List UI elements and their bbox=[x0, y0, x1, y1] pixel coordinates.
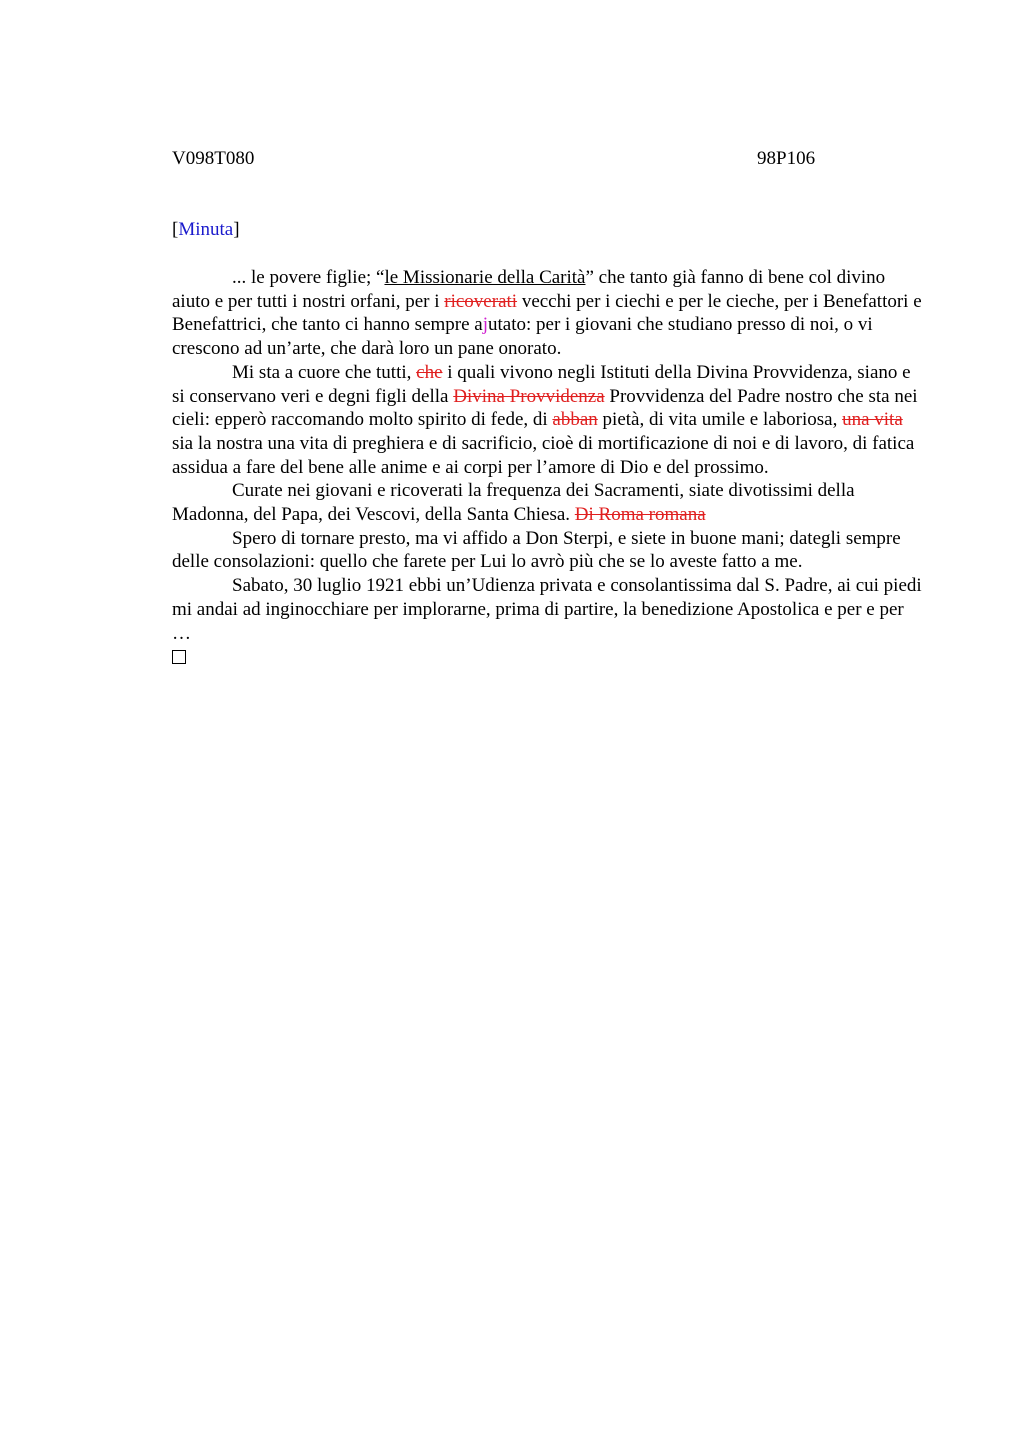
p1-text-3: vecchi per i ciechi e per le cieche, per i Benefattori e Benefattrici, che tanto ci hanno sempre a bbox=[172, 290, 922, 336]
p4-text-1: Spero di tornare presto, ma vi affido a Don Sterpi, e siete in buone mani; dategli sempre delle consolazioni: quello che farete per Lui lo avrò più che se lo aveste fatto a me. bbox=[172, 527, 901, 573]
p1-text-4: utato: per i giovani che studiano presso di noi, o vi crescono ad un’arte, che darà loro un pane onorato. bbox=[172, 314, 873, 360]
document-header bbox=[172, 147, 932, 171]
minuta-open-bracket: [ bbox=[172, 219, 179, 240]
p2-deletion-2: Divina Provvidenza bbox=[453, 385, 605, 407]
minuta-text: Minuta bbox=[178, 219, 234, 240]
paragraph-3 bbox=[172, 479, 924, 526]
p3-text-1: Curate nei giovani e ricoverati la frequenza dei Sacramenti, siate divotissimi della Madonna, del Papa, dei Vescovi, della Santa Chiesa. bbox=[172, 480, 855, 526]
p2-text-2: i quali vivono negli Istituti della Divina Provvidenza, siano e si conservano veri e degni figli della bbox=[172, 361, 911, 407]
p1-deletion-1: ricoverati bbox=[444, 290, 518, 312]
p2-text-5: sia la nostra una vita di preghiera e di sacrificio, cioè di mortificazione di noi e di lavoro, di fatica assidua a fare del bene alle anime e ai corpi per l’amore di Dio e del prossimo. bbox=[172, 432, 915, 478]
p2-text-4: pietà, di vita umile e laboriosa, bbox=[597, 409, 843, 431]
paragraph-5 bbox=[172, 574, 924, 645]
p2-text-3: Provvidenza del Padre nostro che sta nei cieli: epperò raccomando molto spirito di fede, di bbox=[172, 385, 918, 431]
p2-deletion-1: che bbox=[416, 361, 443, 383]
minuta-close-bracket: ] bbox=[233, 219, 240, 240]
p2-text-1: Mi sta a cuore che tutti, bbox=[232, 361, 417, 383]
document-code-left: V098T080 bbox=[172, 148, 255, 169]
p2-deletion-4: una vita bbox=[842, 409, 903, 431]
letter-body bbox=[172, 266, 924, 671]
p3-deletion-1: Di Roma romana bbox=[574, 504, 706, 526]
p1-text-1: ... le povere figlie; “ bbox=[232, 267, 385, 288]
p5-text-1: Sabato, 30 luglio 1921 ebbi un’Udienza privata e consolantissima dal S. Padre, ai cui piedi mi andai ad inginocchiare per implorarne, prima di partire, la benedizione Apostolica e per e per … bbox=[172, 575, 922, 644]
minuta-label bbox=[172, 218, 240, 242]
document-code-right: 98P106 bbox=[757, 148, 816, 169]
end-of-text-box-icon bbox=[172, 645, 924, 671]
p1-insertion-1: j bbox=[482, 314, 489, 336]
p1-text-2: ” che tanto già fanno di bene col divino aiuto e per tutti i nostri orfani, per i bbox=[172, 267, 886, 312]
paragraph-2 bbox=[172, 361, 924, 480]
paragraph-4 bbox=[172, 527, 924, 574]
paragraph-1 bbox=[172, 266, 924, 361]
p2-deletion-3: abban bbox=[552, 409, 598, 431]
p1-underlined-title: le Missionarie della Carità bbox=[384, 267, 586, 288]
